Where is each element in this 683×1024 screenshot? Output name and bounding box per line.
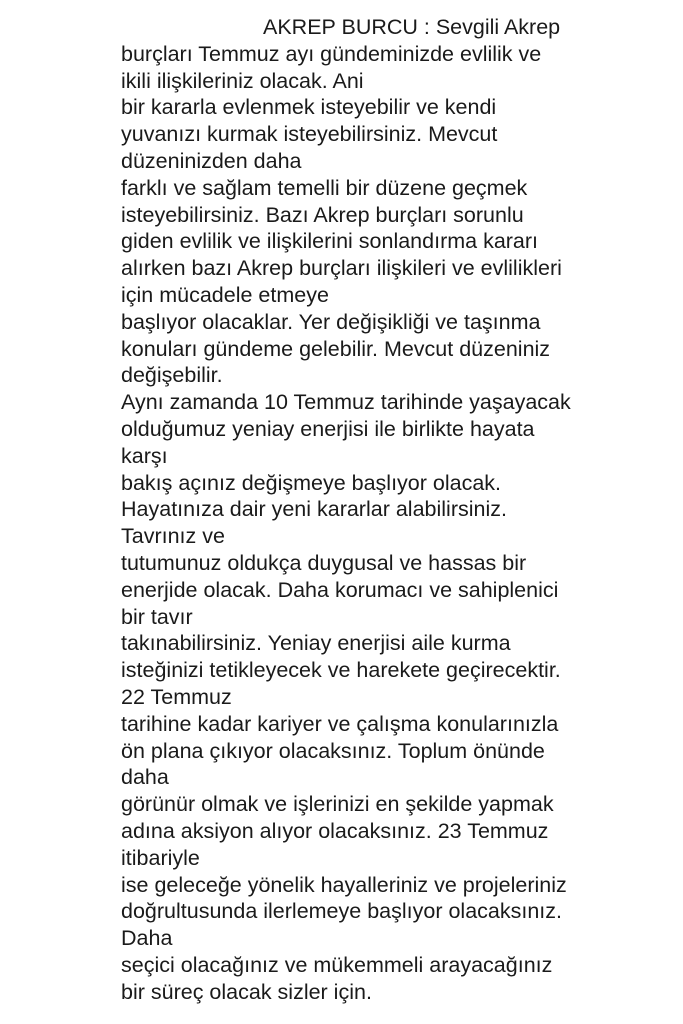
- text-line: isteğinizi tetikleyecek ve harekete geçirecektir.: [121, 658, 561, 683]
- text-line: 22 Temmuz: [121, 684, 232, 709]
- text-line: değişebilir.: [121, 363, 223, 388]
- text-line: yuvanızı kurmak isteyebilirsiniz. Mevcut: [121, 122, 498, 147]
- text-line: Hayatınıza dair yeni kararlar alabilirsiniz.: [121, 497, 507, 522]
- text-line: Tavrınız ve: [121, 524, 225, 549]
- text-line: bir tavır: [121, 604, 193, 629]
- horoscope-text: [121, 14, 681, 1005]
- text-line: ise geleceğe yönelik hayalleriniz ve projeleriniz: [121, 872, 567, 897]
- text-line: isteyebilirsiniz. Bazı Akrep burçları sorunlu: [121, 202, 524, 227]
- text-line: bir kararla evlenmek isteyebilir ve kendi: [121, 95, 497, 120]
- text-line: başlıyor olacaklar. Yer değişikliği ve taşınma: [121, 309, 541, 334]
- text-line: adına aksiyon alıyor olacaksınız. 23 Temmuz: [121, 818, 549, 843]
- text-line: takınabilirsiniz. Yeniay enerjisi aile kurma: [121, 631, 511, 656]
- text-line: bir süreç olacak sizler için.: [121, 979, 372, 1004]
- text-line: karşı: [121, 443, 168, 468]
- text-line: tutumunuz oldukça duygusal ve hassas bir: [121, 550, 527, 575]
- text-line: alırken bazı Akrep burçları ilişkileri ve evlilikleri: [121, 256, 562, 281]
- text-line: giden evlilik ve ilişkilerini sonlandırma kararı: [121, 229, 539, 254]
- text-line: burçları Temmuz ayı gündeminizde evlilik ve: [121, 41, 542, 66]
- text-line: konuları gündeme gelebilir. Mevcut düzeniniz: [121, 336, 551, 361]
- text-line: düzeninizden daha: [121, 148, 302, 173]
- text-line: Daha: [121, 926, 173, 951]
- text-line: görünür olmak ve işlerinizi en şekilde yapmak: [121, 792, 554, 817]
- text-line: ön plana çıkıyor olacaksınız. Toplum önünde: [121, 738, 545, 763]
- text-line: farklı ve sağlam temelli bir düzene geçmek: [121, 175, 528, 200]
- title-line: AKREP BURCU : Sevgili Akrep: [263, 15, 561, 39]
- text-line: olduğumuz yeniay enerjisi ile birlikte hayata: [121, 416, 535, 441]
- text-line: Aynı zamanda 10 Temmuz tarihinde yaşayacak: [121, 390, 571, 415]
- text-line: tarihine kadar kariyer ve çalışma konularınızla: [121, 711, 559, 736]
- text-line: seçici olacağınız ve mükemmeli arayacağınız: [121, 952, 553, 977]
- text-line: doğrultusunda ilerlemeye başlıyor olacaksınız.: [121, 899, 562, 924]
- text-line: için mücadele etmeye: [121, 282, 329, 307]
- text-line: bakış açınız değişmeye başlıyor olacak.: [121, 470, 502, 495]
- text-line: itibariyle: [121, 845, 200, 870]
- text-line: enerjide olacak. Daha korumacı ve sahiplenici: [121, 577, 559, 602]
- text-line: daha: [121, 765, 169, 790]
- text-line: ikili ilişkileriniz olacak. Ani: [121, 68, 364, 93]
